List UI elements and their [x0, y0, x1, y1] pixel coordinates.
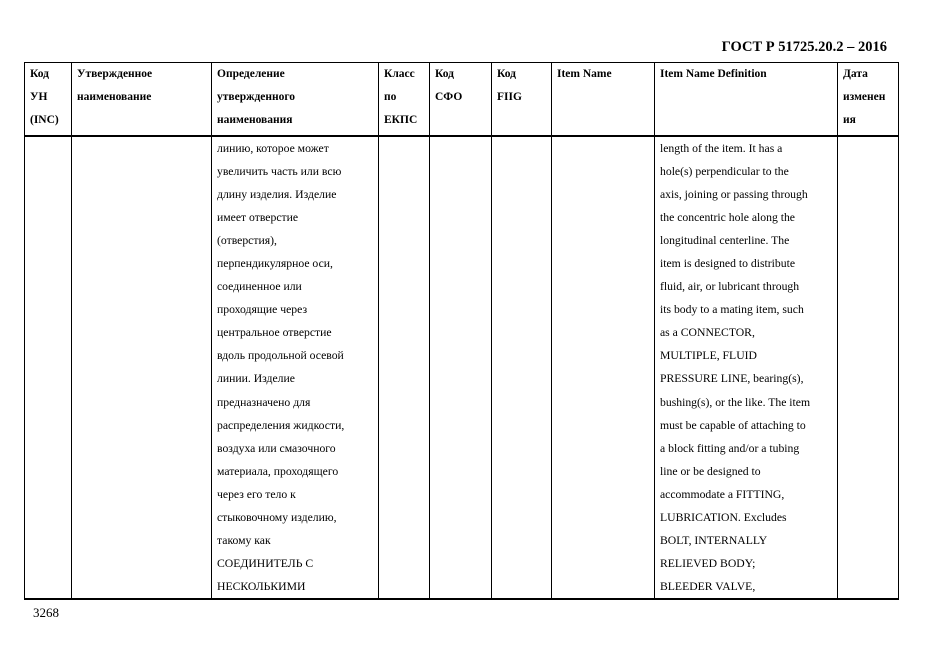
definition-line: вдоль продольной осевой: [217, 349, 344, 363]
definition-line: LUBRICATION. Excludes: [660, 511, 787, 524]
definition-line: hole(s) perpendicular to the: [660, 164, 789, 178]
cell-class-ekps: [379, 136, 430, 600]
definition-line: BOLT, INTERNALLY: [660, 534, 768, 548]
definition-line: имеет отверстие: [217, 210, 299, 224]
col-header-change-date: Дата изменен ия: [838, 63, 899, 136]
col-header-approved-name: Утвержденное наименование: [72, 63, 212, 136]
col-header-definition-ru: Определение утвержденного наименования: [212, 63, 379, 136]
definition-line: материала, проходящего: [217, 464, 339, 478]
cell-definition-ru: [212, 136, 379, 600]
cell-definition-en: [655, 136, 838, 600]
definition-line: НЕСКОЛЬКИМИ: [217, 580, 306, 594]
definition-line: longitudinal centerline. The: [660, 233, 790, 247]
definition-line: предназначено для: [217, 395, 311, 409]
definition-line: воздуха или смазочного: [217, 441, 336, 455]
definition-line: item is designed to distribute: [660, 256, 796, 270]
definition-line: bushing(s), or the like. The item: [660, 395, 811, 409]
definition-line: распределения жидкости,: [217, 418, 345, 432]
definition-line: перпендикулярное оси,: [217, 256, 333, 270]
cell-inc: [25, 136, 72, 600]
document-title: ГОСТ Р 51725.20.2 – 2016: [721, 39, 887, 55]
definition-line: линию, которое может: [217, 141, 329, 155]
col-header-inc: Код УН (INC): [25, 63, 72, 136]
definition-line: через его тело к: [217, 487, 296, 501]
definition-line: проходящие через: [217, 303, 308, 317]
definition-line: RELIEVED BODY;: [660, 557, 756, 571]
definition-line: (отверстия),: [217, 233, 277, 247]
definition-line: line or be designed to: [660, 464, 761, 478]
definition-line: accommodate a FITTING,: [660, 487, 785, 501]
definition-line: as a CONNECTOR,: [660, 326, 755, 340]
definition-line: a block fitting and/or a tubing: [660, 441, 800, 455]
definition-line: length of the item. It has a: [660, 141, 783, 155]
cell-approved-name: [72, 136, 212, 600]
definition-line: такому как: [217, 534, 271, 548]
table-header-row: [25, 63, 899, 136]
cell-fiig-code: [492, 136, 552, 600]
cell-item-name: [552, 136, 655, 600]
col-header-class-ekps: Класс по ЕКПС: [379, 63, 430, 136]
definition-line: BLEEDER VALVE,: [660, 580, 756, 594]
definition-line: axis, joining or passing through: [660, 187, 808, 201]
definition-line: must be capable of attaching to: [660, 418, 806, 432]
col-header-item-name: Item Name: [552, 63, 655, 136]
col-header-item-name-definition: Item Name Definition: [655, 63, 838, 136]
definition-line: PRESSURE LINE, bearing(s),: [660, 372, 804, 386]
cell-change-date: [838, 136, 899, 600]
definition-line: увеличить часть или всю: [217, 164, 342, 178]
col-header-sfo-code: Код СФО: [430, 63, 492, 136]
definition-line: СОЕДИНИТЕЛЬ С: [217, 557, 314, 571]
definition-line: стыковочному изделию,: [217, 511, 337, 524]
definition-line: центральное отверстие: [217, 326, 332, 340]
definition-line: the concentric hole along the: [660, 210, 795, 224]
definition-line: линии. Изделие: [217, 372, 295, 386]
definition-line: соединенное или: [217, 280, 302, 294]
definition-line: длину изделия. Изделие: [217, 187, 337, 201]
item-name-table: [24, 62, 899, 600]
definition-line: fluid, air, or lubricant through: [660, 280, 800, 294]
definition-line: its body to a mating item, such: [660, 303, 804, 317]
table-row: [25, 136, 899, 600]
col-header-fiig-code: Код FIIG: [492, 63, 552, 136]
definition-line: MULTIPLE, FLUID: [660, 349, 757, 363]
cell-sfo-code: [430, 136, 492, 600]
page-number: 3268: [33, 605, 59, 620]
